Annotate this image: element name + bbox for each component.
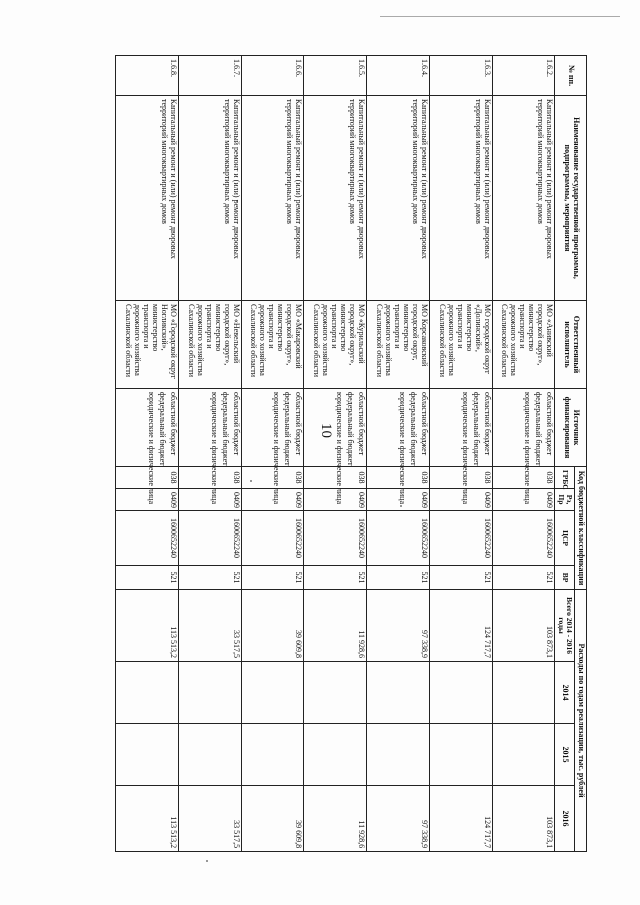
measure-name: Капитальный ремонт и (или) ремонт дворовых территорий многоквартирных домов (367, 96, 430, 301)
amount-2016: 11 928,6 (304, 786, 367, 852)
grbs-code: 038 (492, 467, 555, 489)
col-name-header: Наименование государственной программы, подпрограммы, мероприятия (555, 96, 587, 301)
row-number: 1.6.3. (429, 56, 492, 96)
amount-2016: 124 717,7 (429, 786, 492, 852)
vr-code: 521 (367, 566, 430, 590)
measure-name: Капитальный ремонт и (или) ремонт дворовых территорий многоквартирных домов (429, 96, 492, 301)
grbs-code: 038 (304, 467, 367, 489)
amount-2014 (429, 662, 492, 724)
vr-code: 521 (492, 566, 555, 590)
total-amount: 103 873,1 (492, 590, 555, 662)
scan-edge-line (380, 16, 620, 17)
grbs-code: 038 (116, 467, 179, 489)
measure-name: Капитальный ремонт и (или) ремонт дворовых территорий многоквартирных домов (492, 96, 555, 301)
responsible-executor: МО «Курильский городской округ», министерство транспорта и дорожного хозяйства Сахалинской области (304, 301, 367, 389)
funding-source-item: юридические и физические лица (460, 392, 470, 504)
amount-2014 (116, 662, 179, 724)
table-row (492, 56, 555, 852)
header-row-1 (575, 56, 587, 852)
total-amount: 124 717,7 (429, 590, 492, 662)
measure-name: Капитальный ремонт и (или) ремонт дворовых территорий многоквартирных домов (178, 96, 241, 301)
col-source-header: Источник финансирования (555, 389, 587, 467)
row-number: 1.6.8. (116, 56, 179, 96)
grbs-code: 038 (241, 467, 304, 489)
vr-code: 521 (429, 566, 492, 590)
amount-2015 (429, 724, 492, 786)
measure-name: Капитальный ремонт и (или) ремонт дворовых территорий многоквартирных домов (116, 96, 179, 301)
total-amount: 39 609,8 (241, 590, 304, 662)
amount-2014 (241, 662, 304, 724)
amount-2015 (116, 724, 179, 786)
total-amount: 33 517,5 (178, 590, 241, 662)
responsible-executor: МО «Городской округ Ногликский», министерство транспорта и дорожного хозяйства Сахалинской области (116, 301, 179, 389)
responsible-executor: МО городской округ «Долинский», министерство транспорта и дорожного хозяйства Сахалинской области (429, 301, 492, 389)
total-amount: 113 513,2 (116, 590, 179, 662)
funding-source-item: областной бюджет (419, 392, 429, 456)
scan-speck (206, 860, 208, 862)
responsible-executor: МО «Анивский городской округ», министерство транспорта и дорожного хозяйства Сахалинской области (492, 301, 555, 389)
col-2015-header: 2015 (555, 724, 575, 786)
responsible-executor: МО «Невельский городской округ», министерство транспорта и дорожного хозяйства Сахалинской области (178, 301, 241, 389)
vr-code: 521 (116, 566, 179, 590)
funding-source-item: юридические и физические лица (272, 392, 282, 504)
funding-source-item: юридические и физические лица (523, 392, 533, 504)
total-amount: 97 338,9 (367, 590, 430, 662)
row-number: 1.6.2. (492, 56, 555, 96)
responsible-executor: МО Корсаковский городской округ, министерство транспорта и дорожного хозяйства Сахалинской области (367, 301, 430, 389)
rotated-table-container (115, 55, 587, 851)
total-amount: 11 928,6 (304, 590, 367, 662)
funding-source-item: юридические и физические лица (146, 392, 156, 504)
table-row (429, 56, 492, 852)
rzpr-code: 0409 (367, 489, 430, 511)
measure-name: Капитальный ремонт и (или) ремонт дворовых территорий многоквартирных домов (241, 96, 304, 301)
funding-source-item: федеральный бюджет (157, 392, 167, 466)
col-2016-header: 2016 (555, 786, 575, 852)
funding-source-item: областной бюджет (168, 392, 178, 456)
amount-2014 (367, 662, 430, 724)
funding-source-item: областной бюджет (357, 392, 367, 456)
csr-code: 1600652240 (241, 511, 304, 566)
amount-2014 (492, 662, 555, 724)
col-rzpr-header: Рз, Пр (555, 489, 575, 511)
funding-source-item: юридические и физические лица (209, 392, 219, 504)
amount-2015 (304, 724, 367, 786)
row-number: 1.6.5. (304, 56, 367, 96)
row-number: 1.6.7. (178, 56, 241, 96)
amount-2015 (367, 724, 430, 786)
funding-source-item: областной бюджет (294, 392, 304, 456)
col-total-header: Всего 2014 - 2016 годы (555, 590, 575, 662)
funding-source-item: областной бюджет (231, 392, 241, 456)
funding-source-item: федеральный бюджет (471, 392, 481, 466)
funding-source-item: федеральный бюджет (283, 392, 293, 466)
rzpr-code: 0409 (116, 489, 179, 511)
funding-source-item: областной бюджет (482, 392, 492, 456)
col-grbs-header: ГРБС (555, 467, 575, 489)
table-row (367, 56, 430, 852)
amount-2016: 39 609,8 (241, 786, 304, 852)
responsible-executor: МО «Макаровский городской округ», министерство транспорта и дорожного хозяйства Сахалинской области (241, 301, 304, 389)
col-vr-header: ВР (555, 566, 575, 590)
grbs-code: 038 (429, 467, 492, 489)
col-budget-code-header: Код бюджетной классификации (575, 467, 587, 590)
table-row (178, 56, 241, 852)
grbs-code: 038 (178, 467, 241, 489)
rzpr-code: 0409 (304, 489, 367, 511)
funding-source-item: федеральный бюджет (534, 392, 544, 466)
row-number: 1.6.4. (367, 56, 430, 96)
amount-2016: 97 338,9 (367, 786, 430, 852)
amount-2014 (304, 662, 367, 724)
page-number: 10 (318, 423, 334, 438)
col-csr-header: ЦСР (555, 511, 575, 566)
funding-source-item: федеральный бюджет (220, 392, 230, 466)
funding-source-item: федеральный бюджет (408, 392, 418, 466)
csr-code: 1600652240 (367, 511, 430, 566)
rzpr-code: 0409 (241, 489, 304, 511)
rzpr-code: 0409 (178, 489, 241, 511)
funding-source-item: федеральный бюджет (346, 392, 356, 466)
csr-code: 1600652240 (116, 511, 179, 566)
amount-2015 (241, 724, 304, 786)
amount-2016: 33 517,5 (178, 786, 241, 852)
table-row (241, 56, 304, 852)
rzpr-code: 0409 (429, 489, 492, 511)
col-2014-header: 2014 (555, 662, 575, 724)
funding-source-item: юридические и физические лица (397, 392, 407, 504)
vr-code: 521 (178, 566, 241, 590)
amount-2015 (492, 724, 555, 786)
funding-source-item: областной бюджет (545, 392, 555, 456)
vr-code: 521 (241, 566, 304, 590)
row-number: 1.6.6. (241, 56, 304, 96)
csr-code: 1600652240 (178, 511, 241, 566)
rzpr-code: 0409 (492, 489, 555, 511)
measure-name: Капитальный ремонт и (или) ремонт дворовых территорий многоквартирных домов (304, 96, 367, 301)
csr-code: 1600652240 (429, 511, 492, 566)
vr-code: 521 (304, 566, 367, 590)
table-row (116, 56, 179, 852)
csr-code: 1600652240 (492, 511, 555, 566)
amount-2016: 113 513,2 (116, 786, 179, 852)
col-exec-header: Ответственный исполнитель (555, 301, 587, 389)
amount-2015 (178, 724, 241, 786)
col-expenses-header: Расходы по годам реализации, тыс. рублей (575, 590, 587, 852)
amount-2016: 103 873,1 (492, 786, 555, 852)
amount-2014 (178, 662, 241, 724)
table-row (304, 56, 367, 852)
grbs-code: 038 (367, 467, 430, 489)
col-num-header: № пп. (555, 56, 587, 96)
financing-table (115, 55, 587, 852)
csr-code: 1600652240 (304, 511, 367, 566)
funding-source-item: юридические и физические лица (335, 392, 345, 504)
